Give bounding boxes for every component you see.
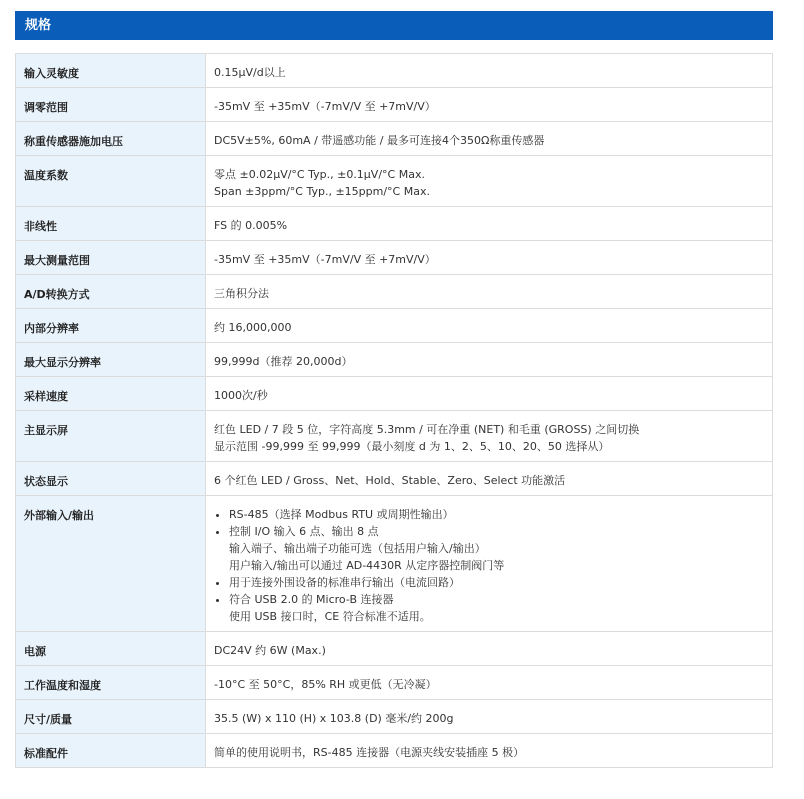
spec-value [206,207,773,241]
spec-label: 最大测量范围 [16,241,206,275]
list-item-text: 控制 I/O 输入 6 点、输出 8 点 [229,525,379,538]
spec-label: 称重传感器施加电压 [16,122,206,156]
spec-value-line: 35.5 (W) x 110 (H) x 103.8 (D) 毫米/约 200g [214,712,454,725]
spec-value-line: 约 16,000,000 [214,321,292,334]
table-row [16,309,773,343]
list-item [229,591,772,625]
spec-value [206,734,773,768]
spec-value [206,411,773,462]
spec-label: 内部分辨率 [16,309,206,343]
spec-value [206,666,773,700]
spec-value [206,377,773,411]
spec-value [206,241,773,275]
table-row [16,241,773,275]
table-row [16,462,773,496]
list-item [229,506,772,523]
spec-value [206,700,773,734]
spec-label: 最大显示分辨率 [16,343,206,377]
section-header: 规格 [15,11,773,40]
table-row [16,207,773,241]
list-item-subtext: 使用 USB 接口时，CE 符合标准不适用。 [229,610,431,623]
spec-value [206,122,773,156]
table-row [16,734,773,768]
table-row [16,275,773,309]
spec-bullet-list [214,506,772,625]
spec-value [206,156,773,207]
table-row [16,54,773,88]
table-row [16,632,773,666]
spec-label: 采样速度 [16,377,206,411]
list-item-text: RS-485（选择 Modbus RTU 或周期性输出） [229,508,454,521]
list-item-subtext: 用户输入/输出可以通过 AD-4430R 从定序器控制阀门等 [229,559,505,572]
spec-value-line: FS 的 0.005% [214,219,288,232]
table-row [16,700,773,734]
table-row [16,156,773,207]
spec-label: 尺寸/质量 [16,700,206,734]
spec-value-line: DC24V 约 6W (Max.) [214,644,326,657]
spec-label: 输入灵敏度 [16,54,206,88]
spec-value-line: 三角积分法 [214,287,269,300]
spec-value-line: 99,999d（推荐 20,000d） [214,355,353,368]
spec-label: 主显示屏 [16,411,206,462]
table-row [16,377,773,411]
spec-label: 标准配件 [16,734,206,768]
spec-value-line: 6 个红色 LED / Gross、Net、Hold、Stable、Zero、Select 功能激活 [214,474,566,487]
list-item [229,523,772,574]
list-item-subtext: 输入端子、输出端子功能可选（包括用户输入/输出） [229,542,486,555]
spec-value-line: -10°C 至 50°C，85% RH 或更低（无冷凝） [214,678,437,691]
spec-section [15,11,773,768]
spec-value [206,54,773,88]
table-row [16,122,773,156]
table-row [16,411,773,462]
list-item [229,574,772,591]
spec-value [206,632,773,666]
spec-label: A/D转换方式 [16,275,206,309]
spec-value [206,496,773,632]
spec-value-line: 零点 ±0.02μV/°C Typ., ±0.1μV/°C Max. [214,168,425,181]
spec-label: 状态显示 [16,462,206,496]
spec-value-line: -35mV 至 +35mV（-7mV/V 至 +7mV/V） [214,100,436,113]
table-row [16,88,773,122]
spec-table [15,53,773,768]
spec-value [206,462,773,496]
list-item-text: 符合 USB 2.0 的 Micro-B 连接器 [229,593,394,606]
spec-value-line: DC5V±5%, 60mA / 带遥感功能 / 最多可连接4个350Ω称重传感器 [214,134,545,147]
spec-value-line: Span ±3ppm/°C Typ., ±15ppm/°C Max. [214,185,430,198]
spec-value-line: 1000次/秒 [214,389,268,402]
spec-label: 电源 [16,632,206,666]
spec-value [206,88,773,122]
spec-label: 工作温度和湿度 [16,666,206,700]
spec-value [206,275,773,309]
list-item-text: 用于连接外围设备的标准串行输出（电流回路） [229,576,460,589]
spec-value-line: 显示范围 -99,999 至 99,999（最小刻度 d 为 1、2、5、10、20、50 选择从） [214,440,610,453]
table-row [16,343,773,377]
table-row [16,666,773,700]
spec-label: 外部输入/输出 [16,496,206,632]
spec-value-line: 红色 LED / 7 段 5 位，字符高度 5.3mm / 可在净重 (NET) 和毛重 (GROSS) 之间切换 [214,423,640,436]
table-row [16,496,773,632]
spec-label: 温度系数 [16,156,206,207]
spec-value-line: -35mV 至 +35mV（-7mV/V 至 +7mV/V） [214,253,436,266]
spec-value [206,343,773,377]
spec-label: 调零范围 [16,88,206,122]
spec-value-line: 简单的使用说明书，RS-485 连接器（电源夹线安装插座 5 极） [214,746,525,759]
spec-label: 非线性 [16,207,206,241]
spec-value [206,309,773,343]
spec-value-line: 0.15μV/d以上 [214,66,286,79]
